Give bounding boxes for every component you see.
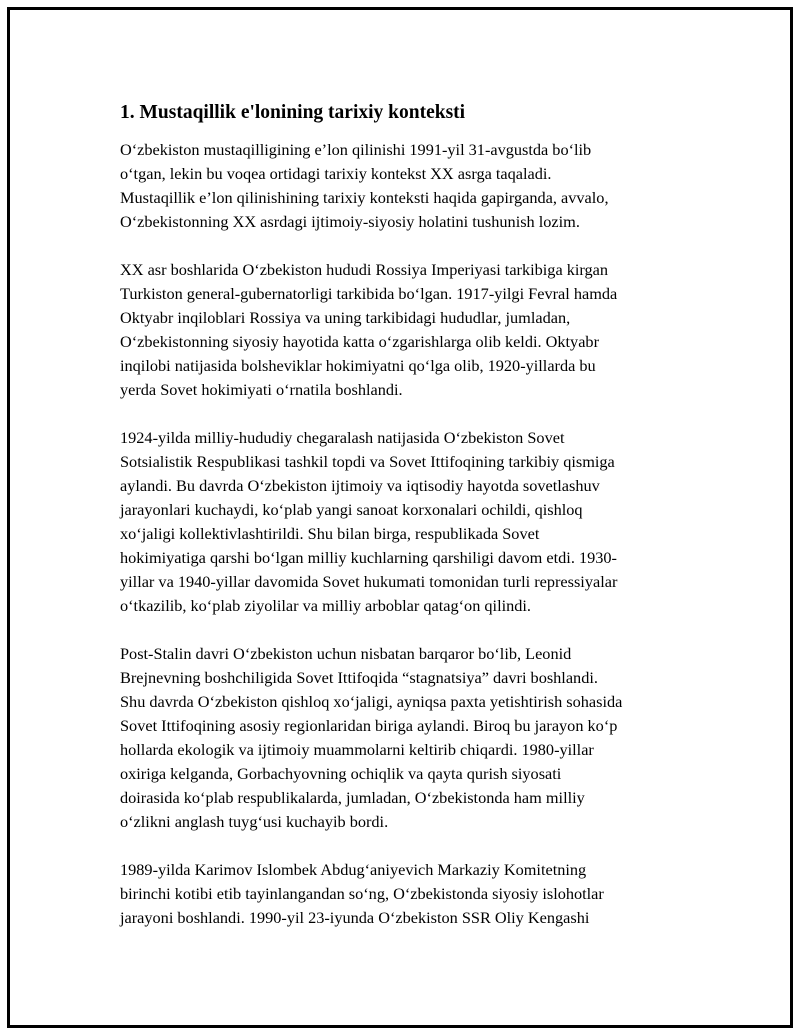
text-line: 1924-yilda milliy-hududiy chegaralash natijasida O‘zbekiston Sovet [120, 428, 565, 447]
text-line: O‘zbekistonning siyosiy hayotida katta o‘zgarishlarga olib keldi. Oktyabr [120, 332, 599, 351]
text-line: Mustaqillik e’lon qilinishining tarixiy konteksti haqida gapirganda, avvalo, [120, 188, 609, 207]
text-line: hokimiyatiga qarshi bo‘lgan milliy kuchlarning qarshiligi davom etdi. 1930- [120, 548, 617, 567]
paragraph [120, 138, 705, 234]
text-line: inqilobi natijasida bolsheviklar hokimiyatni qo‘lga olib, 1920-yillarda bu [120, 356, 596, 375]
text-line: aylandi. Bu davrda O‘zbekiston ijtimoiy va iqtisodiy hayotda sovetlashuv [120, 476, 600, 495]
page-frame [7, 7, 793, 1028]
text-line: Shu davrda O‘zbekiston qishloq xo‘jaligi, ayniqsa paxta yetishtirish sohasida [120, 692, 623, 711]
text-line: jarayoni boshlandi. 1990-yil 23-iyunda O‘zbekiston SSR Oliy Kengashi [120, 908, 590, 927]
paragraph [120, 258, 705, 402]
paragraph [120, 642, 705, 834]
text-line: doirasida ko‘plab respublikalarda, jumladan, O‘zbekistonda ham milliy [120, 788, 585, 807]
text-line: o‘tgan, lekin bu voqea ortidagi tarixiy kontekst XX asrga taqaladi. [120, 164, 552, 183]
text-line: jarayonlari kuchaydi, ko‘plab yangi sanoat korxonalari ochildi, qishloq [120, 500, 583, 519]
document-body [120, 100, 705, 954]
text-line: yillar va 1940-yillar davomida Sovet hukumati tomonidan turli repressiyalar [120, 572, 618, 591]
text-line: Sovet Ittifoqining asosiy regionlaridan biriga aylandi. Biroq bu jarayon ko‘p [120, 716, 618, 735]
text-line: o‘tkazilib, ko‘plab ziyolilar va milliy arboblar qatag‘on qilindi. [120, 596, 531, 615]
text-line: hollarda ekologik va ijtimoiy muammolarni keltirib chiqardi. 1980-yillar [120, 740, 594, 759]
text-line: O‘zbekistonning XX asrdagi ijtimoiy-siyosiy holatini tushunish lozim. [120, 212, 580, 231]
paragraph [120, 426, 705, 618]
text-line: Sotsialistik Respublikasi tashkil topdi va Sovet Ittifoqining tarkibiy qismiga [120, 452, 615, 471]
text-line: xo‘jaligi kollektivlashtirildi. Shu bilan birga, respublikada Sovet [120, 524, 540, 543]
text-line: Oktyabr inqiloblari Rossiya va uning tarkibidagi hududlar, jumladan, [120, 308, 571, 327]
text-line: 1989-yilda Karimov Islombek Abdug‘aniyevich Markaziy Komitetning [120, 860, 587, 879]
text-line: birinchi kotibi etib tayinlangandan so‘ng, O‘zbekistonda siyosiy islohotlar [120, 884, 604, 903]
section-heading: 1. Mustaqillik e'lonining tarixiy konteksti [120, 102, 466, 123]
text-line: Brejnevning boshchiligida Sovet Ittifoqida “stagnatsiya” davri boshlandi. [120, 668, 598, 687]
text-line: Turkiston general-gubernatorligi tarkibida bo‘lgan. 1917-yilgi Fevral hamda [120, 284, 618, 303]
text-line: yerda Sovet hokimiyati o‘rnatila boshlandi. [120, 380, 403, 399]
paragraph [120, 858, 705, 930]
text-line: Post-Stalin davri O‘zbekiston uchun nisbatan barqaror bo‘lib, Leonid [120, 644, 572, 663]
text-line: O‘zbekiston mustaqilligining e’lon qilinishi 1991-yil 31-avgustda bo‘lib [120, 140, 592, 159]
text-line: oxiriga kelganda, Gorbachyovning ochiqlik va qayta qurish siyosati [120, 764, 562, 783]
text-line: XX asr boshlarida O‘zbekiston hududi Rossiya Imperiyasi tarkibiga kirgan [120, 260, 609, 279]
text-line: o‘zlikni anglash tuyg‘usi kuchayib bordi. [120, 812, 389, 831]
